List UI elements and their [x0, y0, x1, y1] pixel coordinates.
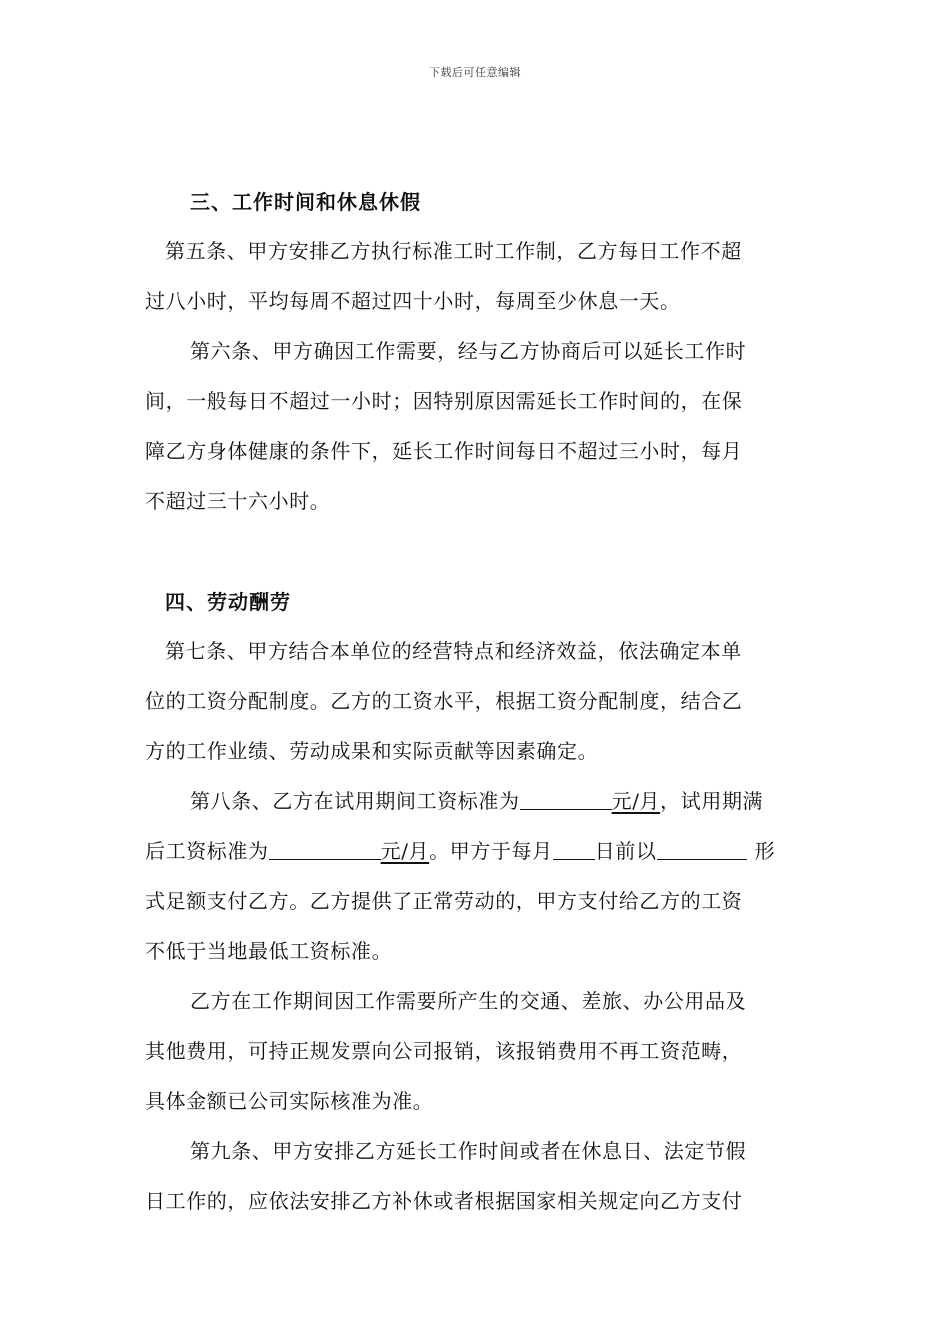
article8-text: 日前以: [594, 839, 657, 863]
payment-form-blank[interactable]: [657, 837, 747, 860]
paragraph-line: 具体金额已公司实际核准为准。: [145, 1089, 434, 1113]
paragraph-line: 障乙方身体健康的条件下，延长工作时间每日不超过三小时，每月: [145, 439, 743, 463]
paragraph-line: 间，一般每日不超过一小时；因特别原因需延长工作时间的，在保: [145, 389, 743, 413]
paragraph-line: 第六条、甲方确因工作需要，经与乙方协商后可以延长工作时: [190, 339, 747, 363]
paragraph-line: 不低于当地最低工资标准。: [145, 939, 393, 963]
paragraph-line: 方的工作业绩、劳动成果和实际贡献等因素确定。: [145, 739, 599, 763]
article8-text: 形: [754, 839, 776, 863]
article8-text: 第八条、乙方在试用期间工资标准为: [190, 789, 520, 813]
paragraph-line: 式足额支付乙方。乙方提供了正常劳动的，甲方支付给乙方的工资: [145, 889, 743, 913]
article8-text: ，试用期满: [660, 789, 764, 813]
section-heading-work-hours: 三、工作时间和休息休假: [190, 190, 421, 214]
paragraph-line: 不超过三十六小时。: [145, 489, 331, 513]
paragraph-line: 日工作的，应依法安排乙方补休或者根据国家相关规定向乙方支付: [145, 1189, 743, 1213]
regular-salary-blank[interactable]: [269, 837, 381, 860]
paragraph-line: 第九条、甲方安排乙方延长工作时间或者在休息日、法定节假: [190, 1139, 747, 1163]
probation-salary-blank[interactable]: [520, 787, 612, 810]
pay-day-blank[interactable]: [553, 837, 595, 860]
article8-text: 后工资标准为: [145, 839, 269, 863]
paragraph-line: 过八小时，平均每周不超过四十小时，每周至少休息一天。: [145, 289, 681, 313]
paragraph-line: 第七条、甲方结合本单位的经营特点和经济效益，依法确定本单: [165, 639, 742, 663]
paragraph-line: 第五条、甲方安排乙方执行标准工时工作制，乙方每日工作不超: [165, 239, 742, 263]
article8-line-2: [145, 836, 810, 866]
paragraph-line: 其他费用，可持正规发票向公司报销，该报销费用不再工资范畴，: [145, 1039, 743, 1063]
salary-unit: 元/月: [611, 789, 661, 813]
article8-text: 。甲方于每月: [429, 839, 553, 863]
article8-line-1: [190, 786, 855, 816]
paragraph-line: 乙方在工作期间因工作需要所产生的交通、差旅、办公用品及: [190, 989, 747, 1013]
paragraph-line: 位的工资分配制度。乙方的工资水平，根据工资分配制度，结合乙: [145, 689, 743, 713]
salary-unit: 元/月: [380, 839, 430, 863]
page-header: 下载后可任意编辑: [429, 66, 521, 79]
section-heading-labor-pay: 四、劳动酬劳: [165, 590, 291, 614]
